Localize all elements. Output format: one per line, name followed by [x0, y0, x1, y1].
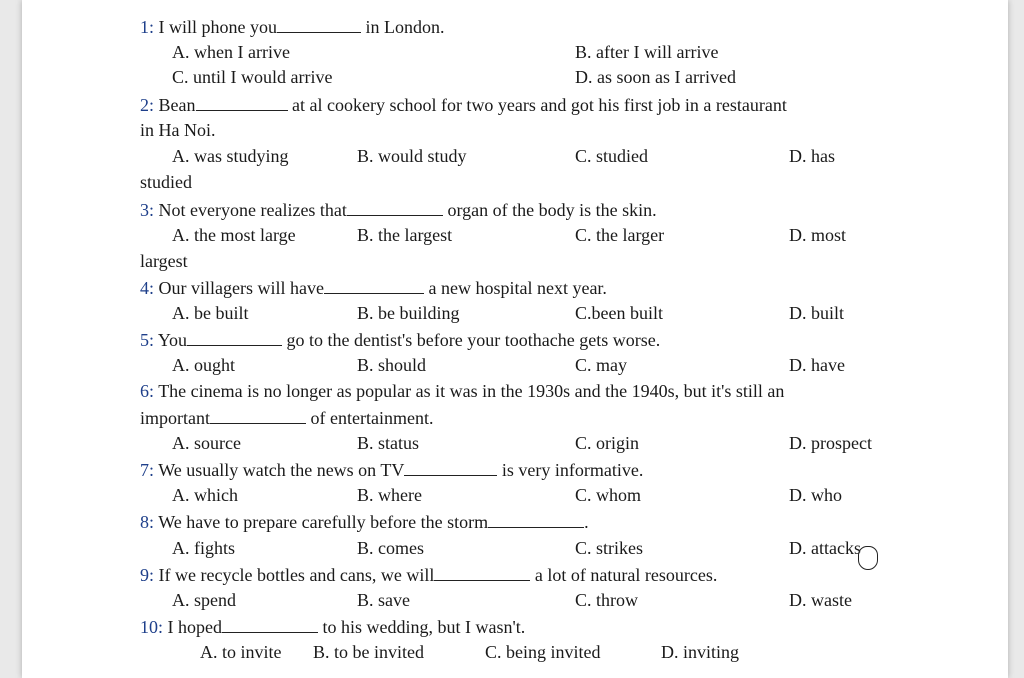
option-d: D. who [789, 485, 842, 505]
question-text: of entertainment. [306, 408, 434, 428]
question-text: a new hospital next year. [423, 278, 607, 298]
option-d-continued: studied [140, 172, 192, 192]
question-text: If we recycle bottles and cans, we will [154, 565, 435, 585]
option-a: A. which [172, 485, 238, 505]
question-text: at al cookery school for two years and got his first job in a restaurant [287, 95, 787, 115]
option-a: A. to invite [200, 642, 282, 662]
answer-blank [404, 459, 497, 476]
option-b: B. status [357, 433, 420, 453]
question-number: 8: [140, 512, 155, 532]
question-3 [140, 199, 657, 220]
option-d: D. prospect [789, 433, 872, 453]
option-c: C. until I would arrive [172, 67, 333, 87]
option-d: D. has [789, 146, 835, 166]
question-7 [140, 459, 643, 480]
question-text: We usually watch the news on TV [154, 460, 405, 480]
option-b: B. would study [357, 146, 467, 166]
question-text: Our villagers will have [154, 278, 324, 298]
option-a: A. be built [172, 303, 249, 323]
option-c: C. the larger [575, 225, 665, 245]
question-text: a lot of natural resources. [530, 565, 718, 585]
option-c: C.been built [575, 303, 663, 323]
question-2 [140, 94, 787, 115]
option-a: A. fights [172, 538, 235, 558]
question-text: You [154, 330, 188, 350]
option-d: D. most [789, 225, 847, 245]
question-4 [140, 277, 607, 298]
answer-blank [222, 616, 318, 633]
option-c: C. origin [575, 433, 640, 453]
option-b: B. comes [357, 538, 424, 558]
question-text: Not everyone realizes that [154, 200, 347, 220]
option-b: B. save [357, 590, 410, 610]
option-c: C. being invited [485, 642, 601, 662]
question-2-continued: in Ha Noi. [140, 120, 216, 140]
option-a: A. source [172, 433, 241, 453]
option-d-continued: largest [140, 251, 188, 271]
option-c: C. studied [575, 146, 649, 166]
answer-blank [488, 511, 584, 528]
question-number: 3: [140, 200, 155, 220]
option-c: C. strikes [575, 538, 644, 558]
question-text: is very informative. [497, 460, 644, 480]
option-d: D. built [789, 303, 845, 323]
option-d: D. as soon as I arrived [575, 67, 736, 87]
question-text: We have to prepare carefully before the storm [154, 512, 489, 532]
option-b: B. where [357, 485, 422, 505]
question-text: in London. [361, 17, 445, 37]
answer-blank [277, 16, 361, 33]
option-d: D. attacks [789, 538, 861, 558]
question-10 [140, 616, 525, 637]
question-text: go to the dentist's before your toothache gets worse. [282, 330, 661, 350]
option-c: C. may [575, 355, 627, 375]
question-text: . [584, 512, 589, 532]
question-text: I will phone you [154, 17, 278, 37]
option-a: A. ought [172, 355, 235, 375]
question-number: 4: [140, 278, 155, 298]
question-6-continued [140, 407, 433, 428]
question-text: Bean [154, 95, 196, 115]
option-d: D. inviting [661, 642, 740, 662]
question-number: 9: [140, 565, 155, 585]
option-a: A. when I arrive [172, 42, 290, 62]
question-number: 1: [140, 17, 155, 37]
answer-blank [196, 94, 288, 111]
question-number: 10: [140, 617, 164, 637]
option-a: A. was studying [172, 146, 289, 166]
option-b: B. to be invited [313, 642, 424, 662]
question-9 [140, 564, 717, 585]
answer-blank [347, 199, 443, 216]
answer-blank [187, 329, 282, 346]
question-8 [140, 511, 589, 532]
question-text: to his wedding, but I wasn't. [318, 617, 526, 637]
answer-blank [324, 277, 424, 294]
option-d: D. have [789, 355, 845, 375]
question-number: 6: [140, 381, 155, 401]
question-text: important [140, 408, 210, 428]
answer-blank [210, 407, 306, 424]
option-b: B. should [357, 355, 427, 375]
question-number: 7: [140, 460, 155, 480]
question-1 [140, 16, 445, 37]
question-text: I hoped [163, 617, 222, 637]
option-b: B. the largest [357, 225, 453, 245]
option-d: D. waste [789, 590, 852, 610]
option-a: A. spend [172, 590, 236, 610]
option-b: B. after I will arrive [575, 42, 719, 62]
question-6 [140, 381, 784, 401]
question-text: organ of the body is the skin. [442, 200, 657, 220]
worksheet-page [22, 0, 1008, 678]
question-number: 5: [140, 330, 155, 350]
answer-blank [434, 564, 530, 581]
question-text: The cinema is no longer as popular as it was in the 1930s and the 1940s, but it's still an [154, 381, 785, 401]
option-c: C. whom [575, 485, 642, 505]
question-5 [140, 329, 660, 350]
question-number: 2: [140, 95, 155, 115]
option-b: B. be building [357, 303, 460, 323]
option-c: C. throw [575, 590, 638, 610]
option-a: A. the most large [172, 225, 296, 245]
hand-cursor-icon [858, 546, 878, 570]
